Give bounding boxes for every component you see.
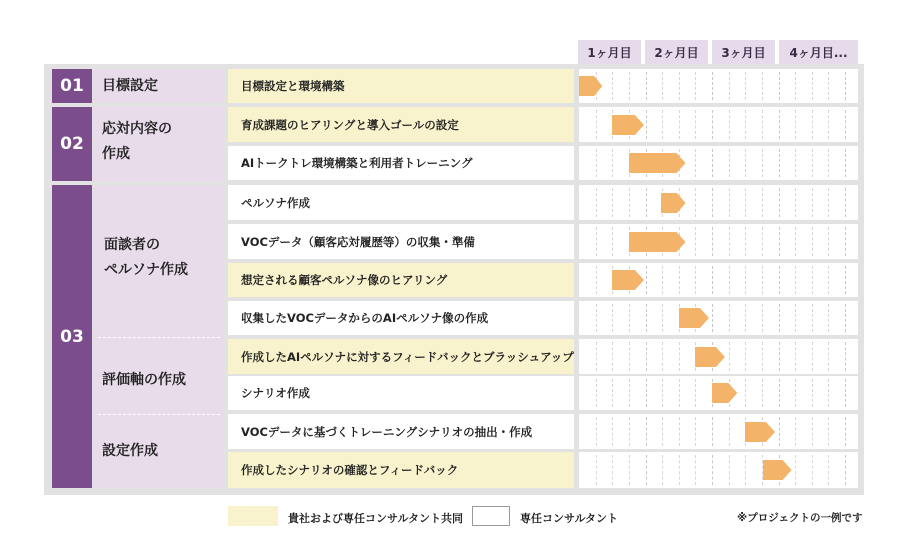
task-bar-arrow <box>695 347 725 367</box>
phase-label-cell-01 <box>94 69 224 103</box>
timeline-gridline <box>845 72 846 100</box>
timeline-gridline <box>679 266 680 294</box>
task-bar-arrow <box>763 460 792 480</box>
timeline-gridline <box>779 379 780 407</box>
task-bar-arrow <box>629 232 686 252</box>
timeline-gridline <box>762 149 763 177</box>
timeline-gridline <box>596 188 597 217</box>
timeline-gridline <box>612 72 613 100</box>
task-bar <box>712 383 737 403</box>
timeline-gridline <box>845 379 846 407</box>
timeline-gridline <box>745 266 746 294</box>
timeline-gridline <box>712 188 713 217</box>
task-bar <box>629 232 686 252</box>
timeline-gridline <box>629 304 630 332</box>
timeline-gridline <box>646 304 647 332</box>
timeline-row <box>579 452 858 488</box>
timeline-gridline <box>779 72 780 100</box>
timeline-gridline <box>679 72 680 100</box>
timeline-gridline <box>712 110 713 139</box>
timeline-gridline <box>729 110 730 139</box>
task-bar <box>695 347 725 367</box>
timeline-gridline <box>695 110 696 139</box>
timeline-gridline <box>612 417 613 446</box>
timeline-gridline <box>596 227 597 256</box>
timeline-gridline <box>596 110 597 139</box>
timeline-gridline <box>812 72 813 100</box>
timeline-gridline <box>745 304 746 332</box>
task-bar <box>679 308 709 328</box>
timeline-gridline <box>646 266 647 294</box>
timeline-gridline <box>629 379 630 407</box>
timeline-gridline <box>762 188 763 217</box>
timeline-gridline <box>662 266 663 294</box>
timeline-gridline <box>845 455 846 485</box>
task-bar <box>612 270 644 290</box>
phase-label-01: 目標設定 <box>102 78 158 94</box>
timeline-gridline <box>745 110 746 139</box>
timeline-gridline <box>679 379 680 407</box>
legend-swatch-shared <box>228 506 278 526</box>
phase-number-02: 02 <box>52 107 92 181</box>
timeline-gridline <box>662 110 663 139</box>
timeline-gridline <box>729 188 730 217</box>
timeline-gridline <box>646 188 647 217</box>
timeline-gridline <box>646 342 647 371</box>
timeline-gridline <box>629 342 630 371</box>
timeline-gridline <box>596 342 597 371</box>
timeline-gridline <box>612 149 613 177</box>
timeline-gridline <box>596 417 597 446</box>
subphase-label-line1: 面談者の <box>104 237 160 253</box>
legend-label-solo: 専任コンサルタント <box>520 512 619 525</box>
timeline-gridline <box>762 379 763 407</box>
timeline-gridline <box>612 304 613 332</box>
task-label: 育成課題のヒアリングと導入ゴールの設定 <box>228 107 574 142</box>
timeline-gridline <box>646 417 647 446</box>
timeline-gridline <box>612 227 613 256</box>
timeline-gridline <box>729 304 730 332</box>
timeline-gridline <box>679 342 680 371</box>
subphase-divider <box>98 414 220 415</box>
timeline-gridline <box>828 304 829 332</box>
timeline-gridline <box>779 227 780 256</box>
timeline-gridline <box>662 304 663 332</box>
timeline-gridline <box>662 72 663 100</box>
task-bar <box>629 153 686 173</box>
timeline-row <box>579 339 858 374</box>
timeline-gridline <box>679 417 680 446</box>
timeline-gridline <box>712 455 713 485</box>
subphase-label-line2: ペルソナ作成 <box>104 262 188 278</box>
timeline-gridline <box>596 304 597 332</box>
timeline-gridline <box>646 379 647 407</box>
timeline-gridline <box>695 455 696 485</box>
task-bar-arrow <box>712 383 737 403</box>
task-label: 目標設定と環境構築 <box>228 69 574 103</box>
timeline-gridline <box>679 455 680 485</box>
timeline-gridline <box>662 342 663 371</box>
timeline-gridline <box>779 266 780 294</box>
timeline-gridline <box>695 379 696 407</box>
timeline-row <box>579 263 858 297</box>
task-label: 作成したAIペルソナに対するフィードバックとブラッシュアップ <box>228 339 574 374</box>
timeline-gridline <box>695 188 696 217</box>
timeline-gridline <box>795 72 796 100</box>
timeline-gridline <box>795 266 796 294</box>
timeline-gridline <box>629 72 630 100</box>
timeline-gridline <box>845 149 846 177</box>
timeline-gridline <box>762 72 763 100</box>
timeline-gridline <box>779 110 780 139</box>
timeline-gridline <box>712 72 713 100</box>
timeline-gridline <box>812 110 813 139</box>
timeline-gridline <box>596 379 597 407</box>
timeline-gridline <box>695 266 696 294</box>
phase-number-03: 03 <box>52 185 92 488</box>
task-label: 作成したシナリオの確認とフィードバック <box>228 452 574 488</box>
task-bar-arrow <box>612 270 644 290</box>
task-bar <box>763 460 792 480</box>
timeline-gridline <box>828 149 829 177</box>
timeline-gridline <box>795 110 796 139</box>
timeline-gridline <box>845 266 846 294</box>
subphase-label-line1: 評価軸の作成 <box>102 372 186 388</box>
timeline-gridline <box>828 455 829 485</box>
timeline-row <box>579 69 858 103</box>
timeline-gridline <box>596 266 597 294</box>
month-header-2: 2ヶ月目 <box>645 40 708 64</box>
task-bar <box>661 193 686 213</box>
timeline-gridline <box>845 110 846 139</box>
task-bar <box>579 76 602 96</box>
timeline-gridline <box>845 342 846 371</box>
timeline-row <box>579 146 858 180</box>
timeline-gridline <box>629 455 630 485</box>
timeline-gridline <box>612 455 613 485</box>
subphase-divider <box>98 337 220 338</box>
timeline-gridline <box>646 455 647 485</box>
timeline-gridline <box>795 455 796 485</box>
timeline-gridline <box>812 266 813 294</box>
timeline-gridline <box>729 266 730 294</box>
task-label: 収集したVOCデータからのAIペルソナ像の作成 <box>228 301 574 335</box>
task-label: 想定される顧客ペルソナ像のヒアリング <box>228 263 574 297</box>
timeline-gridline <box>712 417 713 446</box>
timeline-gridline <box>745 342 746 371</box>
task-bar-arrow <box>629 153 686 173</box>
timeline-gridline <box>695 149 696 177</box>
task-bar <box>745 422 775 442</box>
timeline-gridline <box>779 342 780 371</box>
timeline-gridline <box>596 455 597 485</box>
timeline-gridline <box>729 149 730 177</box>
timeline-gridline <box>795 304 796 332</box>
timeline-gridline <box>745 379 746 407</box>
timeline-gridline <box>795 227 796 256</box>
timeline-gridline <box>612 188 613 217</box>
month-header-3: 3ヶ月目 <box>712 40 775 64</box>
timeline-gridline <box>779 417 780 446</box>
timeline-gridline <box>695 417 696 446</box>
timeline-gridline <box>745 188 746 217</box>
timeline-gridline <box>596 149 597 177</box>
timeline-gridline <box>712 227 713 256</box>
timeline-gridline <box>729 72 730 100</box>
timeline-gridline <box>845 304 846 332</box>
timeline-gridline <box>828 342 829 371</box>
timeline-row <box>579 301 858 335</box>
legend-label-shared: 貴社および専任コンサルタント共同 <box>288 512 464 525</box>
timeline-gridline <box>612 342 613 371</box>
timeline-gridline <box>828 379 829 407</box>
timeline-gridline <box>762 342 763 371</box>
timeline-gridline <box>646 72 647 100</box>
timeline-gridline <box>795 149 796 177</box>
timeline-gridline <box>828 188 829 217</box>
timeline-gridline <box>845 417 846 446</box>
timeline-gridline <box>762 304 763 332</box>
timeline-gridline <box>662 379 663 407</box>
phase-number-01: 01 <box>52 69 92 103</box>
timeline-gridline <box>646 110 647 139</box>
task-bar <box>612 115 644 135</box>
task-bar-arrow <box>679 308 709 328</box>
timeline-gridline <box>629 188 630 217</box>
subphase-label-evaluation <box>102 368 220 393</box>
timeline-gridline <box>845 227 846 256</box>
task-label: ペルソナ作成 <box>228 185 574 220</box>
timeline-gridline <box>828 266 829 294</box>
timeline-gridline <box>812 455 813 485</box>
timeline-gridline <box>712 149 713 177</box>
timeline-gridline <box>679 110 680 139</box>
legend-swatch-solo <box>472 506 510 526</box>
timeline-gridline <box>779 188 780 217</box>
subphase-label-setting <box>102 439 220 464</box>
timeline-gridline <box>828 227 829 256</box>
timeline-gridline <box>762 266 763 294</box>
timeline-gridline <box>712 266 713 294</box>
timeline-gridline <box>779 304 780 332</box>
timeline-gridline <box>695 72 696 100</box>
timeline-gridline <box>729 455 730 485</box>
timeline-gridline <box>762 227 763 256</box>
task-bar-arrow <box>612 115 644 135</box>
timeline-gridline <box>729 417 730 446</box>
timeline-gridline <box>812 149 813 177</box>
timeline-gridline <box>845 188 846 217</box>
task-label: シナリオ作成 <box>228 376 574 410</box>
timeline-gridline <box>745 455 746 485</box>
timeline-gridline <box>629 417 630 446</box>
timeline-gridline <box>745 149 746 177</box>
task-bar-arrow <box>579 76 602 96</box>
timeline-gridline <box>662 455 663 485</box>
timeline-gridline <box>795 188 796 217</box>
timeline-gridline <box>828 110 829 139</box>
task-bar-arrow <box>661 193 686 213</box>
timeline-gridline <box>812 188 813 217</box>
phase-label-02-line1: 応対内容の <box>102 121 172 137</box>
timeline-gridline <box>729 342 730 371</box>
timeline-gridline <box>828 417 829 446</box>
timeline-gridline <box>779 149 780 177</box>
timeline-gridline <box>795 342 796 371</box>
timeline-gridline <box>695 227 696 256</box>
timeline-row <box>579 414 858 449</box>
timeline-gridline <box>812 342 813 371</box>
timeline-gridline <box>812 417 813 446</box>
subphase-label-line1: 設定作成 <box>102 443 158 459</box>
timeline-row <box>579 107 858 142</box>
timeline-gridline <box>712 304 713 332</box>
phase-label-02-line2: 作成 <box>102 146 130 162</box>
timeline-gridline <box>612 379 613 407</box>
timeline-gridline <box>795 417 796 446</box>
task-label: AIトークトレ環境構築と利用者トレーニング <box>228 146 574 180</box>
timeline-gridline <box>795 379 796 407</box>
timeline-row <box>579 185 858 220</box>
timeline-row <box>579 376 858 410</box>
timeline-gridline <box>812 227 813 256</box>
legend-note: ※プロジェクトの一例です <box>737 512 863 524</box>
timeline-row <box>579 224 858 259</box>
month-header-4: 4ヶ月目... <box>779 40 858 64</box>
timeline-gridline <box>762 110 763 139</box>
task-label: VOCデータに基づくトレーニングシナリオの抽出・作成 <box>228 414 574 449</box>
timeline-gridline <box>662 417 663 446</box>
timeline-gridline <box>729 227 730 256</box>
task-bar-arrow <box>745 422 775 442</box>
phase-label-cell-02 <box>94 107 224 181</box>
timeline-gridline <box>745 227 746 256</box>
timeline-gridline <box>812 304 813 332</box>
timeline-gridline <box>812 379 813 407</box>
timeline-gridline <box>745 72 746 100</box>
timeline-gridline <box>828 72 829 100</box>
month-header-1: 1ヶ月目 <box>578 40 641 64</box>
task-label: VOCデータ（顧客応対履歴等）の収集・準備 <box>228 224 574 259</box>
subphase-label-persona <box>104 233 222 283</box>
